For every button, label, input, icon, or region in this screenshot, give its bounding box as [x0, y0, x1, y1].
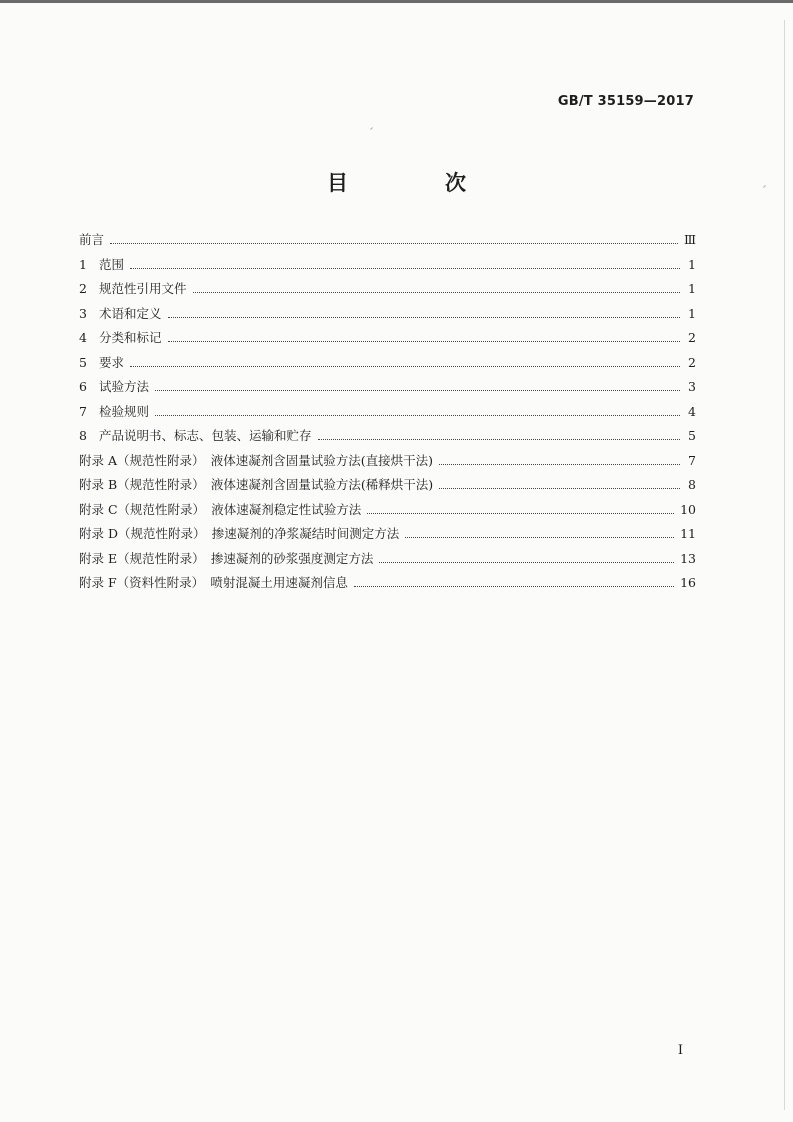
toc-entry-page: 1	[688, 256, 696, 272]
toc-entry-number: 4	[79, 330, 87, 345]
toc-entry-annex-e[interactable]	[79, 549, 696, 574]
toc-entry-number: 5	[79, 354, 87, 370]
toc-entry-annex-b[interactable]	[79, 475, 696, 500]
toc-entry-label: 规范性引用文件	[99, 281, 187, 296]
toc-entry[interactable]	[79, 279, 696, 304]
toc-entry-number: 6	[79, 379, 87, 394]
dot-leader	[439, 464, 680, 465]
toc-entry-page: 4	[688, 403, 696, 419]
toc-entry-label: 附录 B（规范性附录） 液体速凝剂含固量试验方法(稀释烘干法)	[79, 477, 434, 492]
toc-entry-number: 1	[79, 256, 87, 272]
toc-entry[interactable]	[79, 304, 696, 329]
dot-leader	[318, 439, 680, 440]
toc-entry-page: 3	[688, 379, 696, 394]
toc-entry-label: 术语和定义	[99, 305, 162, 321]
dot-leader	[155, 415, 680, 416]
toc-entry-page: 1	[688, 305, 696, 321]
table-of-contents	[79, 230, 696, 598]
toc-entry-annex-c[interactable]	[79, 500, 696, 525]
toc-entry-label: 附录 A（规范性附录） 液体速凝剂含固量试验方法(直接烘干法)	[79, 452, 434, 468]
dot-leader	[168, 317, 680, 318]
dot-leader	[405, 537, 674, 538]
toc-entry-annex-a[interactable]	[79, 451, 696, 476]
toc-entry-label: 要求	[99, 354, 125, 370]
toc-entry-label: 附录 C（规范性附录） 液体速凝剂稳定性试验方法	[79, 501, 362, 517]
dot-leader	[439, 488, 680, 489]
toc-entry-label: 前言	[79, 232, 105, 247]
dot-leader	[168, 341, 680, 342]
toc-entry-number: 7	[79, 403, 87, 419]
toc-entry[interactable]	[79, 230, 696, 255]
standard-code: GB/T 35159—2017	[557, 94, 694, 109]
toc-entry-page: 11	[680, 526, 696, 541]
dot-leader	[110, 243, 678, 244]
scan-edge-top	[0, 0, 793, 3]
toc-entry[interactable]	[79, 377, 696, 402]
toc-entry-label: 产品说明书、标志、包装、运输和贮存	[99, 428, 312, 443]
dot-leader	[130, 366, 680, 367]
toc-entry[interactable]	[79, 353, 696, 378]
toc-entry[interactable]	[79, 426, 696, 451]
toc-entry[interactable]	[79, 328, 696, 353]
toc-entry-page: Ⅲ	[683, 232, 696, 247]
toc-entry-label: 试验方法	[99, 379, 150, 394]
toc-entry-number: 8	[79, 428, 87, 443]
toc-entry-page: 2	[688, 330, 696, 345]
toc-entry-label: 附录 E（规范性附录） 掺速凝剂的砂浆强度测定方法	[79, 550, 374, 566]
dot-leader	[193, 292, 680, 293]
toc-entry-page: 16	[680, 575, 696, 590]
dot-leader	[155, 390, 680, 391]
toc-entry-number: 3	[79, 305, 87, 321]
toc-entry-page: 5	[688, 428, 696, 443]
dot-leader	[354, 586, 674, 587]
toc-entry-label: 检验规则	[99, 403, 150, 419]
toc-entry-annex-d[interactable]	[79, 524, 696, 549]
dot-leader	[367, 513, 674, 514]
dot-leader	[130, 268, 680, 269]
toc-title: 目 次	[327, 171, 504, 195]
toc-entry-label: 分类和标记	[99, 330, 162, 345]
toc-entry-label: 范围	[99, 256, 125, 272]
toc-entry[interactable]	[79, 255, 696, 280]
toc-entry-page: 10	[680, 501, 696, 517]
page-number: I	[677, 1043, 683, 1058]
toc-entry-label: 附录 F（资料性附录） 喷射混凝土用速凝剂信息	[79, 575, 348, 590]
toc-entry-page: 8	[688, 477, 696, 492]
dot-leader	[379, 562, 674, 563]
toc-entry-label: 附录 D（规范性附录） 掺速凝剂的净浆凝结时间测定方法	[79, 526, 400, 541]
toc-entry-page: 2	[688, 354, 696, 370]
toc-entry-number: 2	[79, 281, 87, 296]
toc-entry-page: 1	[688, 281, 696, 296]
toc-entry-page: 7	[688, 452, 696, 468]
scan-speck	[370, 127, 373, 130]
toc-entry-page: 13	[680, 550, 696, 566]
toc-entry-annex-f[interactable]	[79, 573, 696, 598]
toc-entry[interactable]	[79, 402, 696, 427]
